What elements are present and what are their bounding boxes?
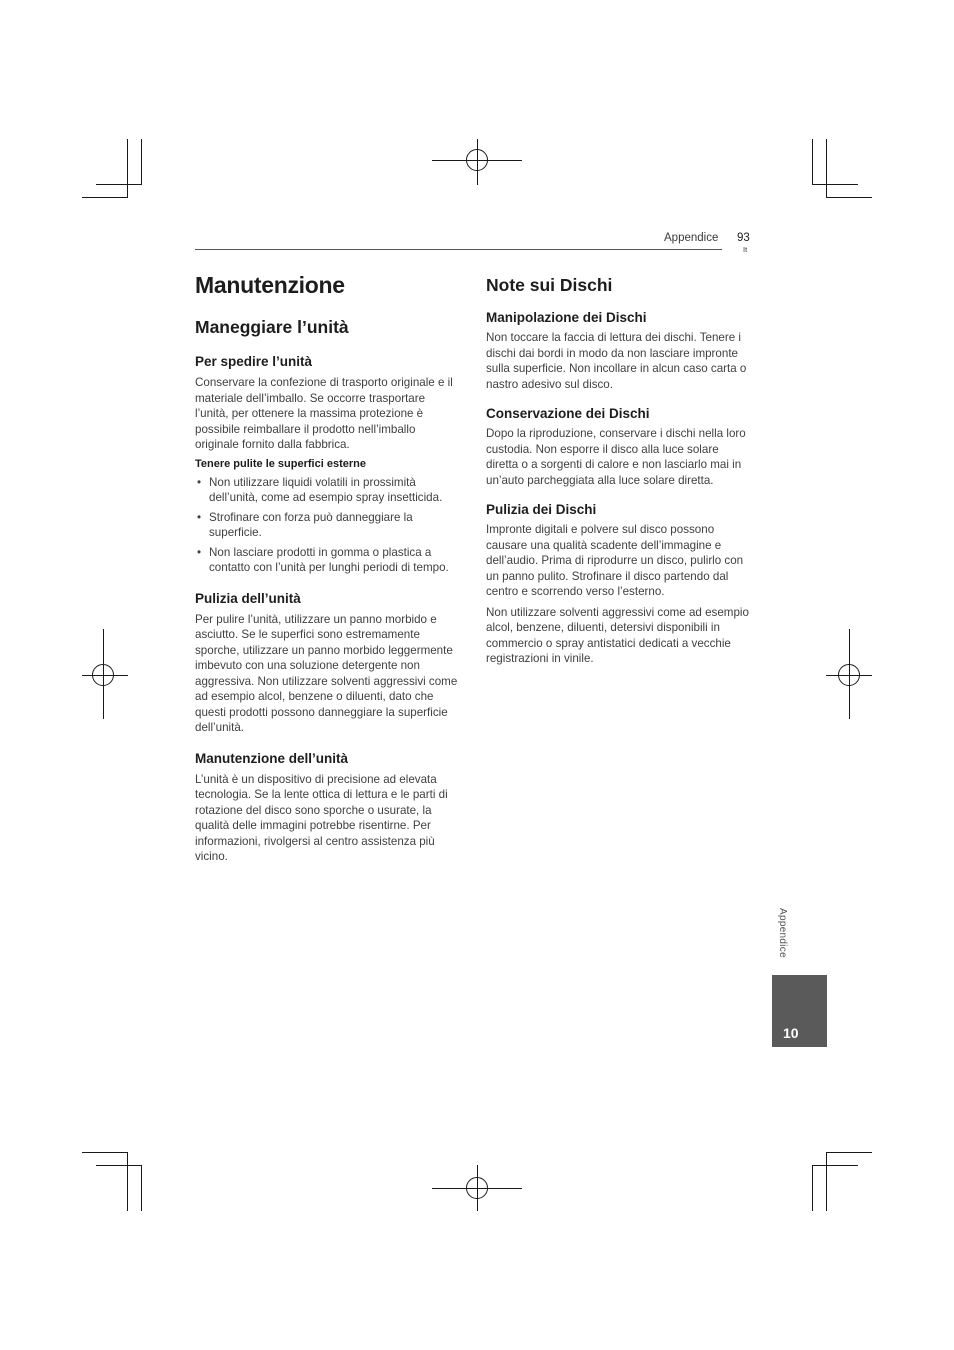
bullet-list-surfaces xyxy=(195,475,461,576)
list-item: • Non utilizzare liquidi volatili in prossimità dell’unità, come ad esempio spray insetticida. xyxy=(195,475,461,506)
list-item: • Strofinare con forza può danneggiare la superficie. xyxy=(195,510,461,541)
text-maintenance: L’unità è un dispositivo di precisione ad elevata tecnologia. Se la lente ottica di lettura e le parti di rotazione del disco sono sporche o usurate, la qualità delle immagini potrebbe risentirne. Per informazioni, rivolgersi al centro assistenza più vicino. xyxy=(195,772,448,863)
chapter-number: 10 xyxy=(783,1025,799,1041)
heading-disc-storage: Conservazione dei Dischi xyxy=(486,406,650,421)
language-code: It xyxy=(743,245,748,254)
heading-disc-cleaning: Pulizia dei Dischi xyxy=(486,502,597,517)
section-title-discs: Note sui Dischi xyxy=(486,275,613,295)
heading-maintenance: Manutenzione dell’unità xyxy=(195,750,349,766)
heading-shipping: Per spedire l’unità xyxy=(195,354,313,369)
chapter-tab xyxy=(772,975,827,1047)
right-column xyxy=(486,272,754,667)
header-section-label: Appendice xyxy=(664,232,719,244)
header-rule xyxy=(195,249,722,250)
page-number: 93 xyxy=(737,232,750,244)
side-tab-label: Appendice xyxy=(777,908,788,958)
heading-disc-handling: Manipolazione dei Dischi xyxy=(486,310,647,325)
text-cleaning-unit: Per pulire l’unità, utilizzare un panno morbido e asciutto. Se le superfici sono estremamente sporche, utilizzare un panno morbido leggermente imbevuto con una soluzione detergente non aggressiva. Non utilizzare solventi aggressivi come ad esempio alcol, benzene o diluenti, dato che questi prodotti possono danneggiare la superficie dell’unità. xyxy=(195,612,458,734)
text-disc-cleaning-2: Non utilizzare solventi aggressivi come ad esempio alcol, benzene, diluenti, detersivi disponibili in commercio o spray antistatici dedicati a vecchie registrazioni in vinile. xyxy=(486,605,749,665)
text-disc-handling: Non toccare la faccia di lettura dei dischi. Tenere i dischi dai bordi in modo da non lasciare impronte sulla superficie. Non incollare in alcun caso carta o nastro adesivo sul disco. xyxy=(486,331,747,391)
text-disc-storage: Dopo la riproduzione, conservare i dischi nella loro custodia. Non esporre il disco alla luce solare diretta o a sorgenti di calore e non lasciarlo mai in un’auto parcheggiata alla luce solare diretta. xyxy=(486,427,746,487)
text-shipping: Conservare la confezione di trasporto originale e il materiale dell’imballo. Se occorre trasportare l’unità, per ottenere la massima protezione è possibile reimballare il prodotto nell’imballo originale fornito dalla fabbrica. xyxy=(195,376,453,451)
heading-clean-surfaces: Tenere pulite le superfici esterne xyxy=(195,457,366,470)
heading-cleaning-unit: Pulizia dell’unità xyxy=(195,590,301,606)
text-disc-cleaning-1: Impronte digitali e polvere sul disco possono causare una qualità scadente dell’immagine e dell’audio. Prima di riprodurre un disco, pulirlo con un panno pulito. Strofinare il disco partendo dal centro e scorrendo verso l’esterno. xyxy=(486,523,744,598)
left-column xyxy=(195,272,461,865)
list-item: • Non lasciare prodotti in gomma o plastica a contatto con l’unità per lunghi periodi di tempo. xyxy=(195,545,461,576)
section-title-handling: Maneggiare l’unità xyxy=(195,317,349,337)
page-title: Manutenzione xyxy=(195,272,345,298)
